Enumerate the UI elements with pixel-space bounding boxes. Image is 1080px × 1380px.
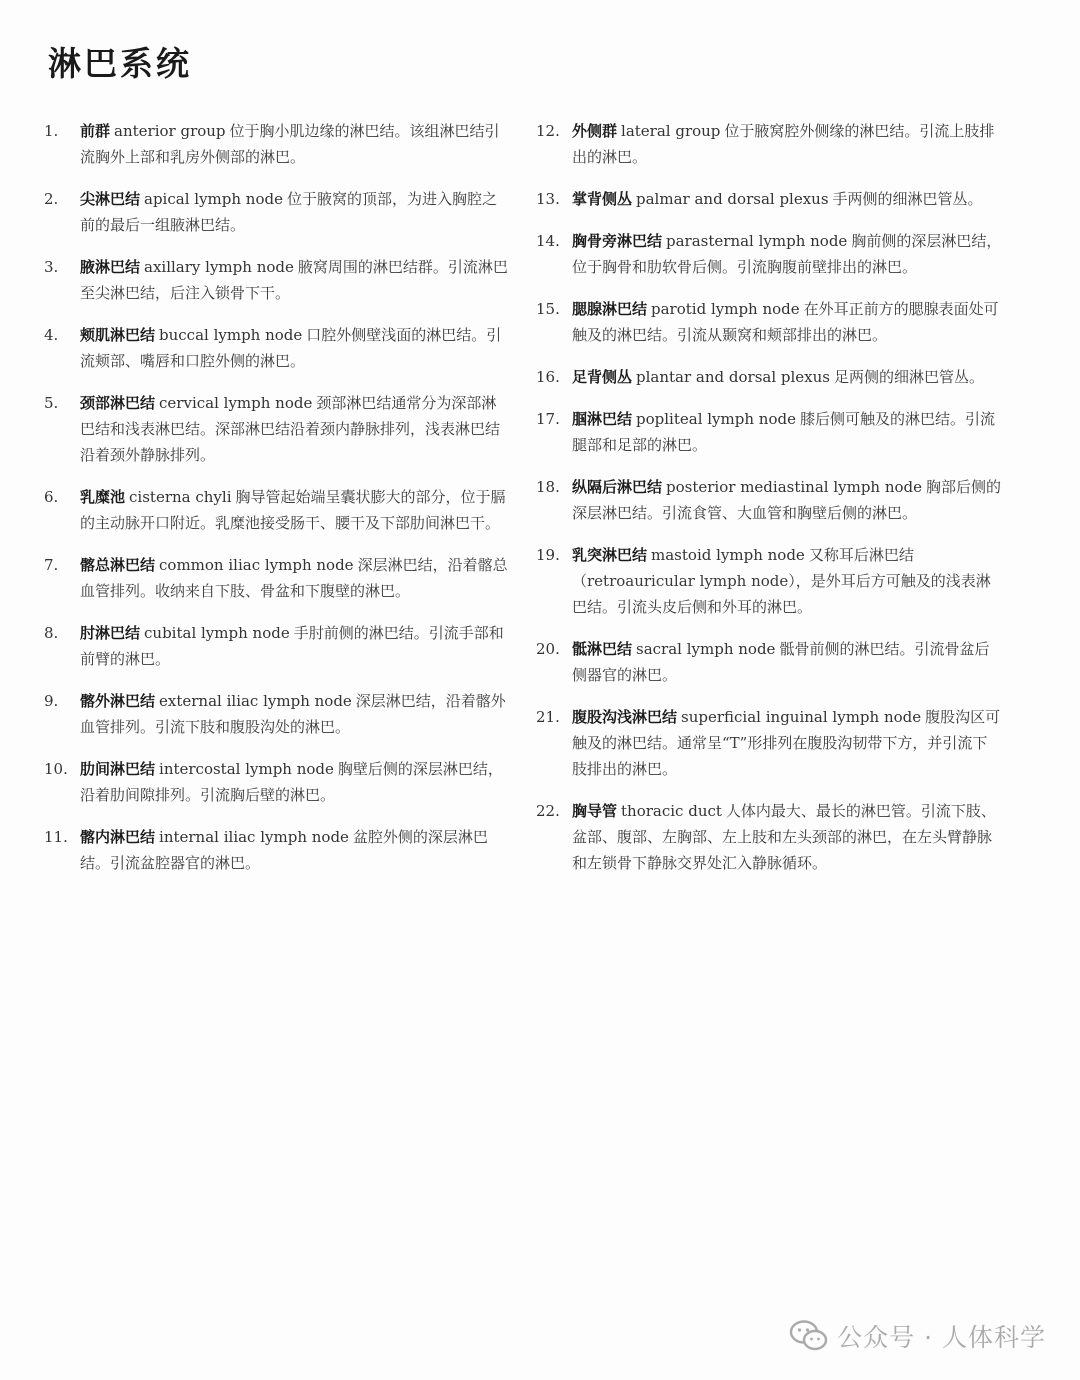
item-number: 2.: [44, 190, 59, 208]
item-description: 骶骨前侧的淋巴结。引流骨盆后侧器官的淋巴。: [572, 640, 990, 684]
list-item: [536, 364, 1002, 390]
item-description: 胸部后侧的深层淋巴结。引流食管、大血管和胸壁后侧的淋巴。: [572, 478, 1002, 522]
right-column: [536, 118, 1002, 892]
list-item: [536, 118, 1002, 170]
item-term: 掌背侧丛: [572, 190, 633, 208]
list-item: [44, 390, 510, 468]
list-item: [536, 406, 1002, 458]
item-term: 足背侧丛: [572, 368, 633, 386]
item-english: palmar and dorsal plexus: [636, 190, 829, 208]
list-item: [536, 228, 1002, 280]
list-item: [536, 296, 1002, 348]
item-english: superficial inguinal lymph node: [681, 708, 922, 726]
item-term: 腋淋巴结: [80, 258, 141, 276]
item-number: 8.: [44, 624, 59, 642]
item-description: 手两侧的细淋巴管丛。: [832, 190, 983, 208]
item-description: 又称耳后淋巴结（retroauricular lymph node），是外耳后方可触及的浅表淋巴结。引流头皮后侧和外耳的淋巴。: [572, 546, 991, 616]
item-number: 14.: [536, 232, 560, 250]
item-term: 髂总淋巴结: [80, 556, 156, 574]
item-number: 9.: [44, 692, 59, 710]
item-description: 腋窝周围的淋巴结群。引流淋巴至尖淋巴结，后注入锁骨下干。: [80, 258, 508, 302]
item-description: 人体内最大、最长的淋巴管。引流下肢、盆部、腹部、左胸部、左上肢和左头颈部的淋巴，在左头臂静脉和左锁骨下静脉交界处汇入静脉循环。: [572, 802, 996, 872]
item-description: 颈部淋巴结通常分为深部淋巴结和浅表淋巴结。深部淋巴结沿着颈内静脉排列，浅表淋巴结沿着颈外静脉排列。: [80, 394, 501, 464]
item-description: 手肘前侧的淋巴结。引流手部和前臂的淋巴。: [80, 624, 504, 668]
list-item: [536, 636, 1002, 688]
item-term: 腘淋巴结: [572, 410, 633, 428]
item-description: 口腔外侧壁浅面的淋巴结。引流颊部、嘴唇和口腔外侧的淋巴。: [80, 326, 502, 370]
item-term: 纵隔后淋巴结: [572, 478, 663, 496]
item-term: 颈部淋巴结: [80, 394, 156, 412]
item-number: 4.: [44, 326, 59, 344]
item-english: apical lymph node: [144, 190, 283, 208]
list-item: [44, 756, 510, 808]
item-description: 深层淋巴结，沿着髂总血管排列。收纳来自下肢、骨盆和下腹壁的淋巴。: [80, 556, 508, 600]
item-number: 20.: [536, 640, 560, 658]
item-english: posterior mediastinal lymph node: [666, 478, 923, 496]
list-item: [44, 688, 510, 740]
item-description: 胸壁后侧的深层淋巴结，沿着肋间隙排列。引流胸后壁的淋巴。: [80, 760, 503, 804]
item-number: 12.: [536, 122, 560, 140]
item-english: lateral group: [621, 122, 721, 140]
wechat-icon: [789, 1319, 829, 1353]
item-term: 胸骨旁淋巴结: [572, 232, 663, 250]
item-term: 颊肌淋巴结: [80, 326, 156, 344]
item-english: plantar and dorsal plexus: [636, 368, 831, 386]
left-column: [44, 118, 510, 892]
list-item: [536, 186, 1002, 212]
item-number: 22.: [536, 802, 560, 820]
list-item: [536, 704, 1002, 782]
item-term: 腹股沟浅淋巴结: [572, 708, 678, 726]
item-description: 膝后侧可触及的淋巴结。引流腿部和足部的淋巴。: [572, 410, 995, 454]
item-number: 3.: [44, 258, 59, 276]
item-description: 深层淋巴结，沿着髂外血管排列。引流下肢和腹股沟处的淋巴。: [80, 692, 506, 736]
item-english: thoracic duct: [621, 802, 722, 820]
item-number: 19.: [536, 546, 560, 564]
list-item: [536, 542, 1002, 620]
item-english: buccal lymph node: [159, 326, 303, 344]
item-number: 5.: [44, 394, 59, 412]
item-term: 前群: [80, 122, 111, 140]
item-number: 6.: [44, 488, 59, 506]
item-english: parasternal lymph node: [666, 232, 848, 250]
item-description: 位于腋窝的顶部，为进入胸腔之前的最后一组腋淋巴结。: [80, 190, 497, 234]
item-description: 腹股沟区可触及的淋巴结。通常呈“T”形排列在腹股沟韧带下方，并引流下肢排出的淋巴。: [572, 708, 1001, 778]
item-english: cubital lymph node: [144, 624, 290, 642]
item-term: 髂内淋巴结: [80, 828, 156, 846]
item-description: 胸导管起始端呈囊状膨大的部分，位于膈的主动脉开口附近。乳糜池接受肠干、腰干及下部肋间淋巴干。: [80, 488, 506, 532]
item-english: sacral lymph node: [636, 640, 776, 658]
item-description: 胸前侧的深层淋巴结，位于胸骨和肋软骨后侧。引流胸腹前壁排出的淋巴。: [572, 232, 1002, 276]
item-term: 尖淋巴结: [80, 190, 141, 208]
item-term: 肋间淋巴结: [80, 760, 156, 778]
item-description: 足两侧的细淋巴管丛。: [834, 368, 985, 386]
item-english: parotid lymph node: [651, 300, 800, 318]
item-term: 乳糜池: [80, 488, 126, 506]
item-term: 髂外淋巴结: [80, 692, 156, 710]
list-item: [536, 798, 1002, 876]
item-term: 外侧群: [572, 122, 618, 140]
item-term: 肘淋巴结: [80, 624, 141, 642]
list-item: [44, 322, 510, 374]
list-item: [44, 484, 510, 536]
item-number: 1.: [44, 122, 59, 140]
list-item: [44, 552, 510, 604]
item-english: intercostal lymph node: [159, 760, 334, 778]
item-english: axillary lymph node: [144, 258, 294, 276]
item-term: 胸导管: [572, 802, 618, 820]
item-number: 7.: [44, 556, 59, 574]
item-number: 18.: [536, 478, 560, 496]
item-number: 11.: [44, 828, 68, 846]
item-number: 13.: [536, 190, 560, 208]
item-number: 16.: [536, 368, 560, 386]
item-number: 15.: [536, 300, 560, 318]
page-title: 淋巴系统: [48, 44, 192, 83]
list-item: [44, 254, 510, 306]
item-term: 腮腺淋巴结: [572, 300, 648, 318]
item-number: 10.: [44, 760, 68, 778]
list-item: [44, 620, 510, 672]
list-item: [536, 474, 1002, 526]
watermark: [789, 1318, 1046, 1354]
item-description: 在外耳正前方的腮腺表面处可触及的淋巴结。引流从颞窝和颊部排出的淋巴。: [572, 300, 999, 344]
item-number: 17.: [536, 410, 560, 428]
item-english: mastoid lymph node: [651, 546, 805, 564]
item-description: 位于腋窝腔外侧缘的淋巴结。引流上肢排出的淋巴。: [572, 122, 995, 166]
item-english: common iliac lymph node: [159, 556, 354, 574]
item-description: 盆腔外侧的深层淋巴结。引流盆腔器官的淋巴。: [80, 828, 488, 872]
item-description: 位于胸小肌边缘的淋巴结。该组淋巴结引流胸外上部和乳房外侧部的淋巴。: [80, 122, 500, 166]
item-english: internal iliac lymph node: [159, 828, 349, 846]
item-english: cisterna chyli: [129, 488, 232, 506]
item-number: 21.: [536, 708, 560, 726]
item-english: external iliac lymph node: [159, 692, 352, 710]
item-english: popliteal lymph node: [636, 410, 796, 428]
item-term: 乳突淋巴结: [572, 546, 648, 564]
watermark-text: 公众号 · 人体科学: [837, 1323, 1046, 1352]
list-item: [44, 118, 510, 170]
list-item: [44, 824, 510, 876]
item-english: cervical lymph node: [159, 394, 313, 412]
item-term: 骶淋巴结: [572, 640, 633, 658]
item-english: anterior group: [114, 122, 226, 140]
list-item: [44, 186, 510, 238]
